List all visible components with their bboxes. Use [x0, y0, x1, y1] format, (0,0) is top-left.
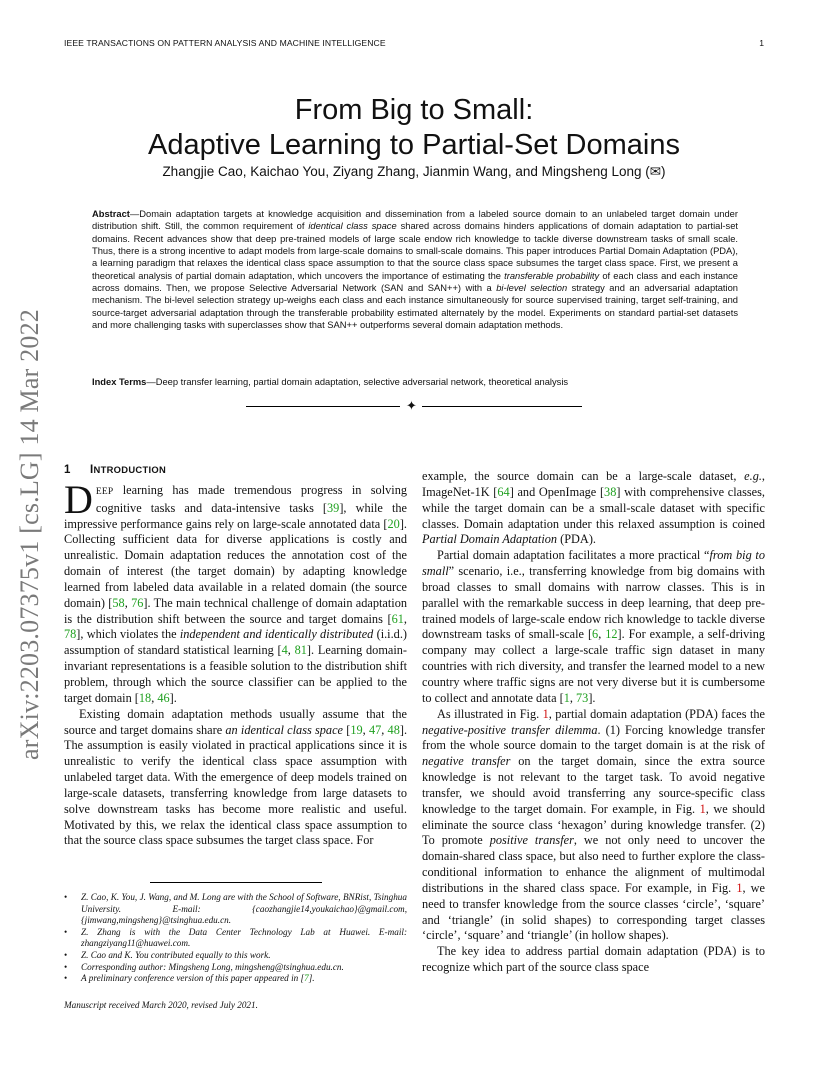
body-text: ]. Learning domain-invariant representations is a feasible solution to the distribution shift problem, through which the source classifier can be applied to the target domain [ — [64, 643, 407, 705]
abstract-text: of each class and each instance across domains. Then, we propose Selective Adversarial Network (SAN and SAN++) with a — [92, 270, 739, 294]
body-text: ]. Collecting sufficient data for diverse applications is costly and unrealistic. Domain adaptation reduces the annotation cost of the domain of interest (the target domain) by adapting knowledge learned from labeled data available in a related domain (the source domain) [ — [64, 516, 407, 610]
page-number: 1 — [759, 38, 764, 48]
body-text: ]. — [169, 690, 177, 705]
body-text: Existing domain adaptation methods usually assume that the source and target domains share — [64, 706, 407, 737]
intro-paragraph-4 — [422, 548, 765, 706]
footnote-item: • Z. Cao, K. You, J. Wang, and M. Long are with the School of Software, BNRist, Tsinghua University. E-mail: {caozhangjie14,youkaichao}@gmail.com, {jimwang,mingsheng}@tsinghua.edu.cn. — [64, 892, 407, 927]
abstract-text: strategy and an adversarial adaptation mechanism. The bi-level selection strategy up-weighs each class and each instance simultaneously for source supervised training, target self-training, and source-target adversarial adaptation through the transferable probability estimated alternately by the model. Experiments on standard partial-set datasets and more challenging tasks with superclasses show that SAN++ outperforms several domain adaptation methods. — [92, 283, 738, 331]
title-line-1: From Big to Small: — [294, 94, 534, 127]
paper-title — [0, 93, 828, 163]
citation-link[interactable]: 20 — [387, 516, 400, 531]
body-text: , we need to transfer knowledge from the source classes ‘circle’, ‘square’ and ‘triangle’ (in solid shapes) to corresponding target classes ‘circle’, ‘square’ and ‘triangle’ (in hollow shapes). — [422, 880, 765, 943]
body-text: ” scenario, i.e., transferring knowledge from big domains with broad classes to small domains with narrow classes. This is in parallel with the remarkable success in deep learning, that deep pre-trained models of large-scale endow rich knowledge to tackle diverse downstream tasks of small-scale [ — [422, 564, 765, 642]
body-text: ] and OpenImage [ — [509, 484, 605, 499]
manuscript-note: Manuscript received March 2020, revised July 2021. — [64, 1000, 258, 1010]
body-text: . (1) Forcing knowledge transfer from the whole source domain to the target domain is at the risk of — [422, 722, 765, 753]
footnote-text: A preliminary conference version of this paper appeared in [ — [81, 973, 305, 984]
footnote-item — [64, 973, 407, 985]
body-text: (i.i.d.) assumption of standard statistical learning [ — [64, 627, 407, 658]
body-text: As illustrated in Fig. — [437, 706, 543, 721]
citation-link[interactable]: 19 — [350, 722, 363, 737]
figure-link[interactable]: 1 — [699, 801, 706, 816]
arxiv-stamp: arXiv:2203.07375v1 [cs.LG] 14 Mar 2022 — [15, 309, 44, 760]
section-number: 1 — [64, 464, 71, 476]
body-text: ] with comprehensive classes, while the target domain can be a small-scale dataset with specific classes. Domain adaptation under this relaxed assumption is coined — [422, 484, 766, 531]
footnote-text: ]. — [308, 973, 315, 984]
body-text: Partial domain adaptation facilitates a more practical “ — [437, 548, 710, 563]
body-text: learning has made tremendous progress in solving cognitive tasks and data-intensive tasks [ — [95, 482, 407, 515]
citation-link[interactable]: 47 — [368, 722, 382, 737]
body-text: , we should eliminate the source class ‘hexagon’ during knowledge transfer. (2) To promote — [422, 801, 766, 848]
body-text: , partial domain adaptation (PDA) faces the — [548, 706, 765, 721]
body-text: (PDA). — [557, 532, 596, 547]
section-title-rest: NTRODUCTION — [93, 464, 167, 475]
body-text: , ImageNet-1K [ — [422, 469, 765, 499]
body-text: ]. For example, a self-driving company may collect a large-scale traffic sign dataset in many countries with rich diversity, and transfer the learned model to a new country where traffic signs are not very diverse but it is cumbersome to collect and annotate data [ — [422, 627, 765, 705]
abstract-label: Abstract — [92, 209, 130, 219]
running-head: IEEE TRANSACTIONS ON PATTERN ANALYSIS AND MACHINE INTELLIGENCE — [64, 38, 386, 48]
citation-link[interactable]: 4 — [281, 643, 288, 658]
body-text: ]. — [588, 690, 596, 705]
divider-star-icon: ✦ — [406, 398, 417, 413]
citation-link[interactable]: 1 — [563, 690, 570, 705]
footnote-rule — [150, 882, 322, 883]
figure-link[interactable]: 1 — [542, 706, 549, 721]
body-text: ], while the impressive performance gains rely on large-scale annotated data [ — [64, 500, 407, 531]
citation-link[interactable]: 64 — [497, 484, 510, 499]
body-text: ]. The main technical challenge of domain adaptation is the distribution shift between the source and target domains [ — [64, 595, 407, 626]
intro-paragraph-2 — [64, 707, 407, 850]
body-text: , — [403, 611, 407, 626]
body-text: , — [362, 722, 369, 737]
section-title-initial: I — [90, 464, 94, 476]
author-list: Zhangjie Cao, Kaichao You, Ziyang Zhang, Jianmin Wang, and Mingsheng Long (✉) — [162, 164, 666, 179]
emphasis: negative-positive transfer dilemma — [422, 722, 598, 737]
footnote-item: • Z. Zhang is with the Data Center Technology Lab at Huawei. E-mail: zhangziyang11@huawei.com. — [64, 927, 407, 950]
index-terms — [92, 376, 738, 388]
emphasis: negative transfer — [422, 754, 511, 769]
abstract-emph: identical class space — [308, 221, 397, 232]
citation-link[interactable]: 48 — [387, 722, 400, 737]
citation-link[interactable]: 6 — [592, 627, 599, 642]
emphasis: an identical class space — [225, 722, 343, 737]
intro-paragraph-3 — [422, 469, 765, 548]
citation-link[interactable]: 18 — [138, 690, 152, 705]
emphasis: positive transfer — [489, 833, 574, 848]
abstract-text: —Domain adaptation targets at knowledge acquisition and dissemination from a labeled source domain to an unlabeled target domain under distribution shift. Still, the common requirement of — [92, 209, 738, 232]
body-text: , — [381, 722, 388, 737]
footnotes — [64, 892, 407, 985]
abstract-text: shared across domains hinders applications of domain adaptation to partial-set domains. Recent advances show that deep pre-trained models of large scale endow rich knowledge to tackle diverse downstream tasks of small scale. Thus, there is a strong incentive to adapt models from large-scale domains to small-scale domains. This paper introduces Partial Domain Adaptation (PDA), a learning paradigm that relaxes the identical class space assumption to that the source class space subsumes the target class space. First, we present a theoretical analysis of partial domain adaptation, which uncovers the importance of estimating the — [92, 221, 738, 281]
emphasis: Partial Domain Adaptation — [422, 532, 558, 547]
divider-line-left — [246, 406, 400, 407]
intro-paragraph-5 — [422, 707, 765, 945]
section-heading — [64, 462, 407, 479]
emphasis: independent and identically distributed — [179, 627, 374, 642]
citation-link[interactable]: 39 — [327, 500, 340, 515]
body-text: The key idea to address partial domain adaptation (PDA) is to recognize which part of the source class space — [422, 944, 765, 975]
citation-link[interactable]: 76 — [131, 595, 144, 610]
body-text: example, the source domain can be a large-scale dataset, — [422, 469, 745, 483]
divider-line-right — [422, 406, 582, 407]
citation-link[interactable]: 46 — [157, 690, 170, 705]
right-column — [422, 469, 765, 976]
body-text: on the target domain, since the extra source knowledge is not relevant to the target task. To avoid negative transfer, we should avoid transferring any source-specific class knowledge to the target domain. For example, in Fig. — [422, 754, 765, 816]
body-text: , we not only need to uncover the domain-shared class space, but also need to further explore the class-conditional information to enhance the alignment of multimodal distributions in the shared class space. For example, in Fig. — [422, 833, 765, 895]
body-text: , — [569, 690, 577, 705]
intro-paragraph-6 — [422, 944, 765, 976]
index-terms-label: Index Terms — [92, 377, 147, 387]
citation-link[interactable]: 61 — [391, 611, 404, 626]
abstract — [92, 208, 738, 331]
abstract-emph: bi-level selection — [496, 283, 568, 294]
emphasis: from big to small — [422, 548, 765, 579]
intro-paragraph-1 — [64, 476, 407, 707]
index-terms-text: —Deep transfer learning, partial domain adaptation, selective adversarial network, theoretical analysis — [146, 377, 569, 387]
section-divider — [246, 398, 582, 413]
citation-link[interactable]: 81 — [294, 643, 307, 658]
body-text: , — [124, 595, 132, 610]
drop-cap: D — [64, 476, 93, 522]
figure-link[interactable]: 1 — [736, 880, 743, 895]
emphasis: e.g. — [744, 469, 762, 483]
body-text: , — [287, 643, 295, 658]
footnote-item: • Z. Cao and K. You contributed equally to this work. — [64, 950, 407, 962]
citation-link[interactable]: 7 — [304, 973, 309, 984]
citation-link[interactable]: 78 — [64, 627, 77, 642]
smallcaps-word: EEP — [95, 486, 114, 497]
body-text: ]. The assumption is easily violated in practical applications since it is unrealistic to verify the identical class space assumption with unlabeled target data. With the emergence of deep models trained on large-scale datasets, transferring knowledge from large datasets to solve downstream tasks has become more realistic and useful. Motivated by this, we relax the identical class space assumption to that the source class space subsumes the target class space. For — [64, 722, 408, 848]
body-text: , — [151, 690, 158, 705]
citation-link[interactable]: 58 — [112, 595, 125, 610]
citation-link[interactable]: 38 — [604, 484, 617, 499]
footnote-item: • Corresponding author: Mingsheng Long, mingsheng@tsinghua.edu.cn. — [64, 962, 407, 974]
title-line-2: Adaptive Learning to Partial-Set Domains — [148, 129, 680, 162]
body-text: [ — [343, 722, 351, 737]
citation-link[interactable]: 73 — [576, 690, 589, 705]
citation-link[interactable]: 12 — [605, 627, 618, 642]
body-text: ], which violates the — [76, 627, 180, 642]
body-text: , — [598, 627, 606, 642]
abstract-emph: transferable probability — [504, 270, 600, 281]
left-column — [64, 462, 407, 849]
